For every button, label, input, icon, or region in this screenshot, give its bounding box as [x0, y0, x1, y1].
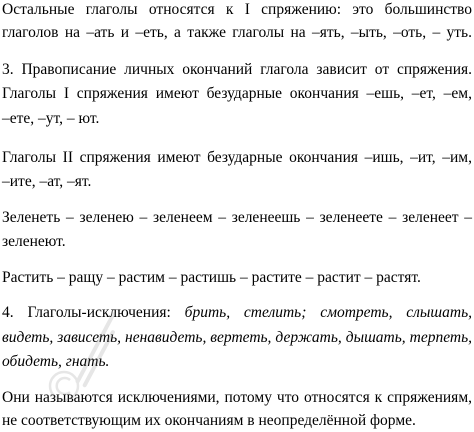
text-line-10: Растить – ращу – растим – растишь – растите – растит – растят. [2, 269, 421, 286]
exceptions-words-1: брить, стелить; смотреть, слышать, [184, 304, 473, 321]
text-line-5: –ете, –ут, – ют. [2, 110, 100, 127]
text-line-3: 3. Правописание личных окончаний глагола зависит от спряжения. [2, 61, 472, 78]
watermark-lettering [75, 312, 123, 388]
text-line-2: глаголов на –ать и –еть, а также глаголы на –ять, –ыть, –оть, – уть. [2, 24, 472, 41]
text-line-13: обидеть, гнать. [2, 353, 110, 370]
text-line-7: –ите, –ат, –ят. [2, 173, 92, 190]
text-line-11 [2, 303, 472, 323]
text-line-12: видеть, зависеть, ненавидеть, вертеть, держать, дышать, терпеть, [2, 329, 472, 346]
text-line-4: Глаголы I спряжения имеют безударные окончания –ешь, –ет, –ем, [2, 85, 472, 102]
text-line-15: не соответствующим их окончаниям в неопределённой форме. [2, 412, 416, 429]
text-line-9: зеленеют. [2, 233, 66, 250]
exceptions-lead: 4. Глаголы-исключения: [2, 304, 185, 321]
text-line-8: Зеленеть – зеленею – зеленеем – зеленеешь – зеленеете – зеленеет – [2, 209, 472, 226]
text-line-14: Они называются исключениями, потому что относятся к спряжениям, [2, 389, 472, 406]
text-line-1: Остальные глаголы относятся к I спряжению: это большинство [2, 1, 472, 18]
text-line-6: Глаголы II спряжения имеют безударные окончания –ишь, –ит, –им, [2, 149, 472, 166]
